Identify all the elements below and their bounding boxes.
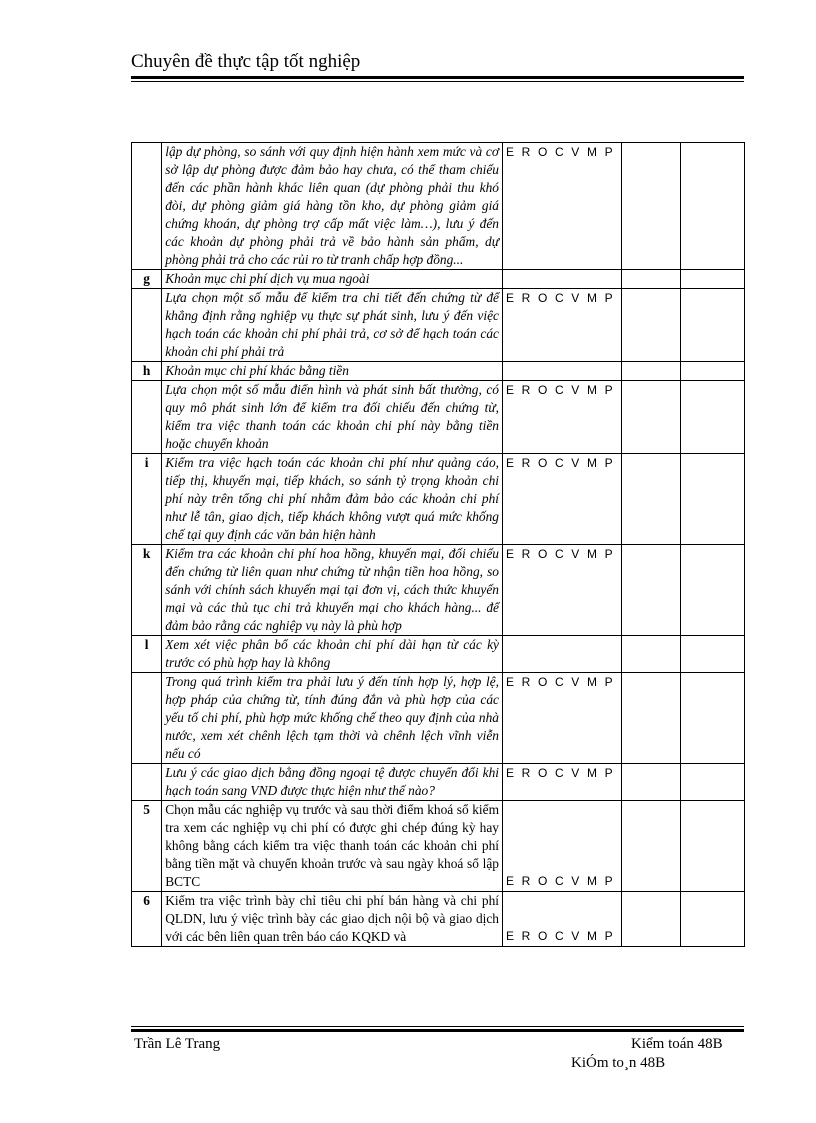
empty-cell bbox=[681, 892, 745, 947]
row-number: l bbox=[132, 636, 162, 673]
empty-cell bbox=[621, 454, 680, 545]
empty-cell bbox=[681, 636, 745, 673]
procedure-text: Kiểm tra các khoản chi phí hoa hồng, khuyến mại, đối chiếu đến chứng từ liên quan như chứng từ nhận tiền hoa hồng, so sánh với chính sách khuyến mại tại đơn vị, cách thức khuyến mại và các thủ tục chi trả khuyến mại cho khách hàng... để đảm bảo rằng các nghiệp vụ này là phù hợp bbox=[162, 545, 503, 636]
table-row bbox=[132, 545, 745, 636]
table-row bbox=[132, 892, 745, 947]
footer-rule-thin bbox=[131, 1026, 744, 1027]
empty-cell bbox=[681, 545, 745, 636]
row-number bbox=[132, 143, 162, 270]
audit-objectives: E R O C V M P bbox=[503, 892, 622, 947]
page-header bbox=[131, 50, 743, 74]
procedure-text: Lựa chọn một số mẫu điển hình và phát sinh bất thường, có quy mô phát sinh lớn để kiểm tra đối chiếu đến chứng từ, kiểm tra việc thanh toán các khoản chi phí này bằng tiền hoặc chuyển khoản bbox=[162, 381, 503, 454]
table-row bbox=[132, 381, 745, 454]
procedure-text: lập dự phòng, so sánh với quy định hiện hành xem mức và cơ sở lập dự phòng được đảm bảo hay chưa, có thể tham chiếu đến các phần hành khác liên quan (dự phòng phải thu khó đòi, dự phòng giảm giá hàng tồn kho, dự phòng giảm giá chứng khoán, dự phòng trợ cấp mất việc làm…), lưu ý đến các khoản dự phòng phải trả về bảo hành sản phẩm, dự phòng phải trả cho các rủi ro từ tranh chấp hợp đồng... bbox=[162, 143, 503, 270]
row-number bbox=[132, 673, 162, 764]
table-body bbox=[132, 143, 745, 947]
procedure-text: Xem xét việc phân bổ các khoản chi phí dài hạn từ các kỳ trước có phù hợp hay là không bbox=[162, 636, 503, 673]
empty-cell bbox=[621, 764, 680, 801]
table-row bbox=[132, 636, 745, 673]
audit-objectives: E R O C V M P bbox=[503, 289, 622, 362]
audit-objectives: E R O C V M P bbox=[503, 673, 622, 764]
row-number bbox=[132, 764, 162, 801]
procedure-text: Chọn mẫu các nghiệp vụ trước và sau thời điểm khoá sổ kiểm tra xem các nghiệp vụ chi phí có được ghi chép đúng kỳ hay không bằng cách kiểm tra việc thanh toán các khoản chi phí bằng tiền mặt và chuyển khoản trước và sau ngày khoá sổ lập BCTC bbox=[162, 801, 503, 892]
empty-cell bbox=[681, 454, 745, 545]
audit-objectives: E R O C V M P bbox=[503, 454, 622, 545]
table-row bbox=[132, 143, 745, 270]
audit-objectives bbox=[503, 270, 622, 289]
footer-author: Trần Lê Trang bbox=[134, 1036, 221, 1052]
row-number: g bbox=[132, 270, 162, 289]
empty-cell bbox=[621, 892, 680, 947]
empty-cell bbox=[681, 289, 745, 362]
row-number: 6 bbox=[132, 892, 162, 947]
empty-cell bbox=[621, 381, 680, 454]
audit-objectives: E R O C V M P bbox=[503, 545, 622, 636]
row-number: i bbox=[132, 454, 162, 545]
table-row bbox=[132, 764, 745, 801]
empty-cell bbox=[681, 381, 745, 454]
empty-cell bbox=[621, 545, 680, 636]
empty-cell bbox=[621, 270, 680, 289]
empty-cell bbox=[681, 764, 745, 801]
procedure-text: Khoản mục chi phí khác bằng tiền bbox=[162, 362, 503, 381]
table-row bbox=[132, 362, 745, 381]
audit-objectives bbox=[503, 362, 622, 381]
audit-objectives: E R O C V M P bbox=[503, 381, 622, 454]
audit-objectives bbox=[503, 636, 622, 673]
row-number: k bbox=[132, 545, 162, 636]
empty-cell bbox=[621, 289, 680, 362]
empty-cell bbox=[621, 143, 680, 270]
procedure-text: Lưu ý các giao dịch bằng đồng ngoại tệ được chuyển đổi khi hạch toán sang VND được thực hiện như thế nào? bbox=[162, 764, 503, 801]
empty-cell bbox=[681, 673, 745, 764]
header-title: Chuyên đề thực tập tốt nghiệp bbox=[131, 51, 361, 72]
table-row bbox=[132, 673, 745, 764]
empty-cell bbox=[681, 270, 745, 289]
header-rule-thick bbox=[131, 76, 744, 79]
audit-objectives: E R O C V M P bbox=[503, 801, 622, 892]
table-row bbox=[132, 801, 745, 892]
empty-cell bbox=[621, 673, 680, 764]
empty-cell bbox=[681, 143, 745, 270]
row-number: 5 bbox=[132, 801, 162, 892]
table-row bbox=[132, 289, 745, 362]
audit-objectives: E R O C V M P bbox=[503, 143, 622, 270]
procedure-text: Trong quá trình kiểm tra phải lưu ý đến tính hợp lý, hợp lệ, hợp pháp của chứng từ, tính đúng đắn và phù hợp của các yếu tố chi phí, phù hợp mức khống chế theo quy định của nhà nước, xem xét chênh lệch tạm thời và chênh lệch vĩnh viễn nếu có bbox=[162, 673, 503, 764]
procedure-text: Khoản mục chi phí dịch vụ mua ngoài bbox=[162, 270, 503, 289]
table-row bbox=[132, 454, 745, 545]
row-number: h bbox=[132, 362, 162, 381]
empty-cell bbox=[621, 636, 680, 673]
audit-procedures-table bbox=[131, 142, 745, 947]
empty-cell bbox=[621, 801, 680, 892]
row-number bbox=[132, 289, 162, 362]
empty-cell bbox=[621, 362, 680, 381]
empty-cell bbox=[681, 362, 745, 381]
procedure-text: Kiểm tra việc hạch toán các khoản chi phí như quảng cáo, tiếp thị, khuyến mại, tiếp khách, so sánh tỷ trọng khoản chi phí này trên tổng chi phí nhằm đảm bảo các khoản chi phí như lễ tân, giao dịch, tiếp khách không vượt quá mức khống chế tại quy định các văn bản hiện hành bbox=[162, 454, 503, 545]
procedure-text: Lựa chọn một số mẫu để kiểm tra chi tiết đến chứng từ để khẳng định rằng nghiệp vụ thực sự phát sinh, lưu ý đến việc hạch toán các khoản chi phí phải trả, cơ sở để hạch toán các khoản chi phí phải trả bbox=[162, 289, 503, 362]
table-row bbox=[132, 270, 745, 289]
row-number bbox=[132, 381, 162, 454]
footer-rule-thick bbox=[131, 1029, 744, 1032]
procedure-text: Kiểm tra việc trình bày chỉ tiêu chi phí bán hàng và chi phí QLDN, lưu ý việc trình bày các giao dịch nội bộ và giao dịch với các bên liên quan trên báo cáo KQKD và bbox=[162, 892, 503, 947]
empty-cell bbox=[681, 801, 745, 892]
footer-course-garbled: KiÓm to¸n 48B bbox=[571, 1055, 666, 1071]
header-rule-thin bbox=[131, 81, 744, 82]
footer-course: Kiểm toán 48B bbox=[631, 1036, 723, 1052]
audit-objectives: E R O C V M P bbox=[503, 764, 622, 801]
